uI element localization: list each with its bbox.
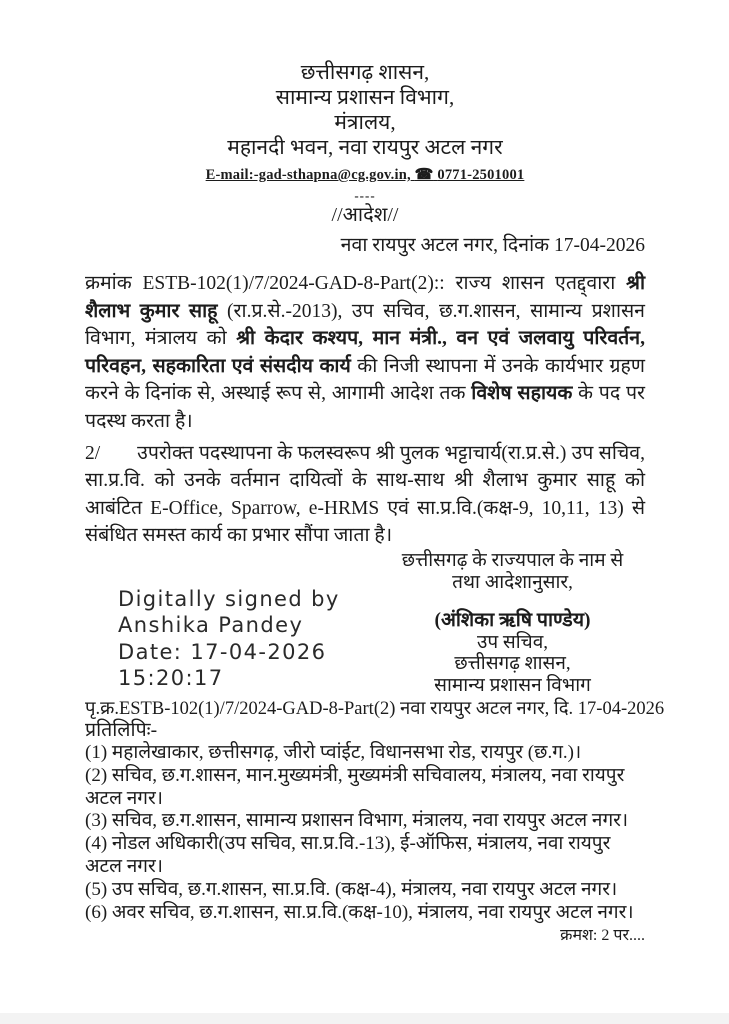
letterhead: [85, 60, 645, 184]
copy-item-4: (4) नोडल अधिकारी(उप सचिव, सा.प्र.वि.-13), ई-ऑफिस, मंत्रालय, नवा रायपुर अटल नगर।: [85, 833, 611, 877]
para1-officer-name: श्री शैलाभ कुमार साहू: [85, 273, 645, 322]
para1-text-4: के पद पर पदस्थ करता है।: [85, 383, 645, 432]
order-paragraph-1: [85, 270, 645, 436]
phone-icon: ☎: [414, 167, 434, 183]
signer-title: उप सचिव,: [476, 631, 549, 653]
para1-ref-text: क्रमांक ESTB-102(1)/7/2024-GAD-8-Part(2):: राज्य शासन एतद्द्वारा: [85, 273, 627, 294]
separator-dashes: ----: [354, 188, 376, 203]
copy-item-6: (6) अवर सचिव, छ.ग.शासन, सा.प्र.वि.(कक्ष-10), मंत्रालय, नवा रायपुर अटल नगर।: [85, 901, 634, 923]
signer-org-2: सामान्य प्रशासन विभाग: [434, 674, 591, 696]
para2-marker: 2/: [85, 442, 101, 464]
endorsement-line: [85, 698, 665, 720]
authority-line-1: छत्तीसगढ़ के राज्यपाल के नाम से: [401, 549, 624, 571]
department-name: सामान्य प्रशासन विभाग,: [275, 85, 455, 109]
order-paragraph-2: [85, 440, 645, 550]
authority-line-2: तथा आदेशानुसार,: [452, 571, 573, 593]
address-line: महानदी भवन, नवा रायपुर अटल नगर: [227, 135, 503, 159]
copy-item-3: (3) सचिव, छ.ग.शासन, सामान्य प्रशासन विभाग, मंत्रालय, नवा रायपुर अटल नगर।: [85, 810, 629, 832]
continuation-note: क्रमश: 2 पर....: [560, 927, 645, 945]
para2-text: उपरोक्त पदस्थापना के फलस्वरूप श्री पुलक भट्टाचार्य(रा.प्र.से.) उप सचिव, सा.प्र.वि. को उनके वर्तमान दायित्वों के साथ-साथ श्री शैलाभ कुमार साहू को आबंटित E-Office, Sparrow, e-HRMS एवं सा.प्र.वि.(कक्ष-9, 10,11, 13) से संबंधित समस्त कार्य का प्रभार सौंपा जाता है।: [85, 442, 645, 547]
endorsement-place-date: नवा रायपुर अटल नगर, दि. 17-04-2026: [395, 698, 665, 719]
signature-section: [85, 550, 645, 698]
ministry-name: मंत्रालय,: [334, 110, 396, 134]
copies-list: [85, 742, 645, 924]
signer-name: (अंशिका ऋषि पाण्डेय): [434, 609, 591, 631]
digital-sig-date: Date: 17-04-2026: [118, 639, 327, 664]
contact-line: [85, 165, 645, 184]
endorsement-ref: पृ.क्र.ESTB-102(1)/7/2024-GAD-8-Part(2): [85, 698, 396, 719]
signer-org-1: छत्तीसगढ़ शासन,: [454, 653, 571, 675]
digital-signature-stamp: [118, 586, 340, 692]
copy-item-2: (2) सचिव, छ.ग.शासन, मान.मुख्यमंत्री, मुख्यमंत्री सचिवालय, मंत्रालय, नवा रायपुर अटल नगर।: [85, 764, 625, 809]
page-bottom-edge: [0, 1013, 729, 1024]
digital-sig-time: 15:20:17: [118, 666, 224, 691]
para1-minister-name: श्री केदार कश्यप, मान मंत्री., वन एवं जलवायु परिवर्तन, परिवहन, सहकारिता एवं संसदीय कार्य: [85, 328, 645, 377]
document-type-title: //आदेश//: [331, 204, 399, 226]
copies-label: प्रतिलिपिः-: [85, 719, 158, 741]
email-address: E-mail:-gad-sthapna@cg.gov.in,: [205, 167, 411, 183]
signer-block: [380, 550, 645, 697]
place-date-line: नवा रायपुर अटल नगर, दिनांक 17-04-2026: [340, 235, 645, 256]
para1-text-2: (रा.प्र.से.-2013), उप सचिव, छ.ग.शासन, सामान्य प्रशासन विभाग, मंत्रालय को: [85, 300, 645, 350]
document-content: [85, 60, 665, 946]
copy-item-5: (5) उप सचिव, छ.ग.शासन, सा.प्र.वि. (कक्ष-4), मंत्रालय, नवा रायपुर अटल नगर।: [85, 878, 618, 900]
digital-sig-line-1: Digitally signed by: [118, 586, 340, 611]
phone-number: 0771-2501001: [437, 167, 525, 183]
digital-sig-name: Anshika Pandey: [118, 613, 304, 638]
copy-item-1: (1) महालेखाकार, छत्तीसगढ़, जीरो प्वांईट, विधानसभा रोड, रायपुर (छ.ग.)।: [85, 741, 582, 763]
para1-text-3: की निजी स्थापना में उनके कार्यभार ग्रहण करने के दिनांक से, अस्थाई रूप से, आगामी आदेश तक: [85, 355, 645, 405]
org-name: छत्तीसगढ़ शासन,: [300, 60, 430, 84]
para1-post-name: विशेष सहायक: [471, 383, 573, 405]
